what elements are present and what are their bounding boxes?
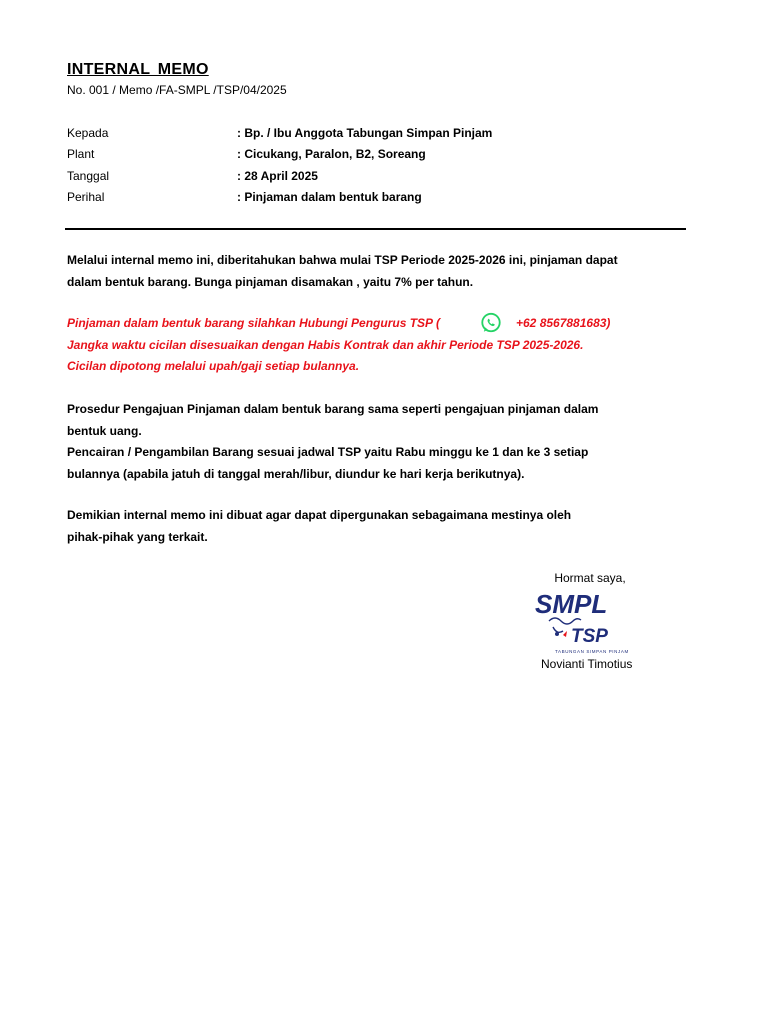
header-divider [65,228,686,230]
meta-row-perihal [67,190,667,211]
text-line: Jangka waktu cicilan disesuaikan dengan Habis Kontrak dan akhir Periode TSP 2025-2026. [67,337,584,352]
meta-row-tanggal [67,169,667,190]
meta-value: : 28 April 2025 [237,168,318,183]
meta-value: : Bp. / Ibu Anggota Tabungan Simpan Pinjam [237,126,493,140]
meta-label: Perihal [67,189,105,204]
memo-number: No. 001 / Memo /FA-SMPL /TSP/04/2025 [67,83,287,97]
meta-value: : Cicukang, Paralon, B2, Soreang [237,147,426,162]
meta-row-plant [67,147,667,168]
memo-title: INTERNAL MEMO [67,61,209,78]
signer-name: Novianti Timotius [541,657,633,671]
closing-salutation: Hormat saya, [554,571,626,585]
paragraph-notice [67,313,667,378]
paragraph-intro [67,250,667,293]
text-line: Melalui internal memo ini, diberitahukan bahwa mulai TSP Periode 2025-2026 ini, pinjaman dapat [67,253,618,267]
meta-value: : Pinjaman dalam bentuk barang [237,189,422,204]
logo-sub-text: TSP [571,626,608,647]
contact-text: Pinjaman dalam bentuk barang silahkan Hubungi Pengurus TSP ( [67,316,440,330]
meta-label: Kepada [67,126,109,140]
logo-main-text: SMPL [535,589,608,619]
memo-meta [67,126,667,211]
paragraph-closing [67,505,667,548]
phone-number[interactable]: +62 8567881683) [516,316,611,330]
text-line: Prosedur Pengajuan Pinjaman dalam bentuk barang sama seperti pengajuan pinjaman dalam [67,402,599,416]
text-line: dalam bentuk barang. Bunga pinjaman disamakan , yaitu 7% per tahun. [67,274,474,289]
text-line: bentuk uang. [67,423,142,438]
text-line: Pencairan / Pengambilan Barang sesuai jadwal TSP yaitu Rabu minggu ke 1 dan ke 3 setiap [67,445,589,460]
meta-label: Plant [67,147,95,162]
paragraph-procedure [67,399,667,486]
text-line: Demikian internal memo ini dibuat agar dapat dipergunakan sebagaimana mestinya oleh [67,508,572,522]
meta-label: Tanggal [67,168,110,183]
logo-tagline: TABUNGAN SIMPAN PINJAM [555,649,629,654]
text-line: bulannya (apabila jatuh di tanggal merah/libur, diundur ke hari kerja berikutnya). [67,467,525,482]
contact-line [67,313,667,335]
text-line: pihak-pihak yang terkait. [67,529,208,544]
whatsapp-icon[interactable] [480,312,502,334]
text-line: Cicilan dipotong melalui upah/gaji setiap bulannya. [67,359,360,374]
meta-row-kepada [67,126,667,147]
smpl-tsp-logo [533,587,637,657]
